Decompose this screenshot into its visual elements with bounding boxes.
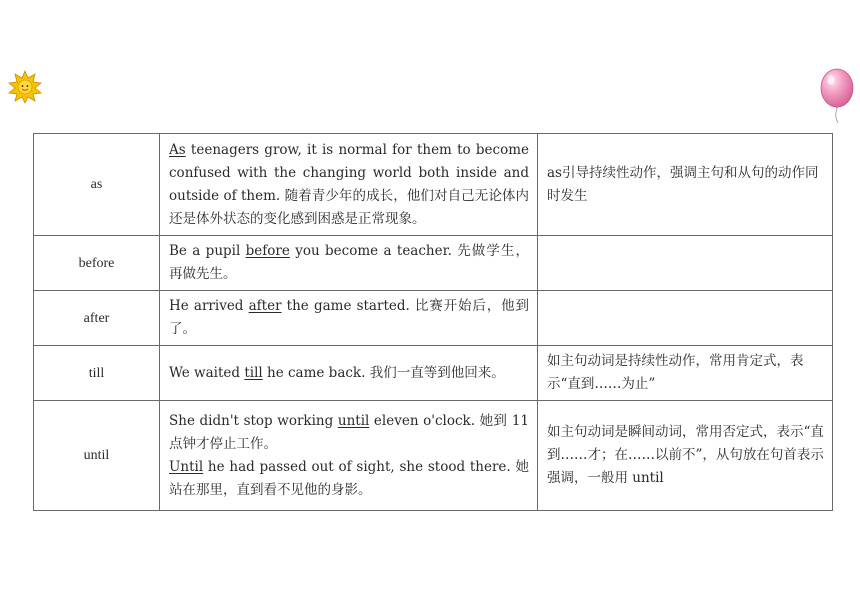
usage-note-cell: 如主句动词是瞬间动词，常用否定式，表示“直到……才；在……以前不”，从句放在句首表示强调，一般用 until [538, 401, 833, 511]
conjunction-cell: before [34, 236, 160, 291]
underlined-keyword: As [169, 141, 186, 158]
conjunction-cell: until [34, 401, 160, 511]
example-text: We waited [169, 364, 245, 381]
example-text: Be a pupil [169, 243, 246, 259]
usage-note-cell: 如主句动词是持续性动作，常用肯定式，表示“直到……为止” [538, 346, 833, 401]
underlined-keyword: before [245, 243, 290, 259]
conjunction-cell: after [34, 291, 160, 346]
conjunction-cell: as [34, 134, 160, 236]
conjunction-cell: till [34, 346, 160, 401]
example-cell [160, 134, 538, 236]
table-row [34, 134, 833, 236]
example-text: teenagers grow, it is normal for them to become confused with the changing world both inside and outside of them. 随着青少年的成长，他们对自己无论体内还是体外状态的变化感到困惑是正常现象。 [169, 141, 529, 227]
underlined-keyword: after [248, 298, 282, 314]
example-text: eleven o'clock. 她到 11 点钟才停止工作。 [169, 412, 530, 452]
sun-flower-icon [8, 70, 42, 104]
underlined-keyword: until [337, 412, 370, 429]
pink-balloon-icon [818, 68, 856, 124]
example-cell [160, 401, 538, 511]
table-row [34, 291, 833, 346]
underlined-keyword: till [244, 364, 263, 381]
table-row [34, 236, 833, 291]
example-text: you become a teacher. 先做学生，再做先生。 [169, 243, 529, 282]
example-text: She didn't stop working [169, 412, 338, 429]
example-cell [160, 346, 538, 401]
underlined-keyword: Until [169, 458, 204, 475]
usage-note-cell [538, 291, 833, 346]
usage-note-cell: as引导持续性动作，强调主句和从句的动作同时发生 [538, 134, 833, 236]
example-cell [160, 236, 538, 291]
usage-note-cell [538, 236, 833, 291]
conjunction-usage-table [33, 133, 833, 511]
table-row [34, 401, 833, 511]
example-text: the game started. 比赛开始后，他到了。 [169, 298, 529, 337]
example-text: he came back. 我们一直等到他回来。 [262, 364, 505, 381]
table-row [34, 346, 833, 401]
example-cell [160, 291, 538, 346]
example-text: He arrived [169, 298, 249, 314]
example-text: he had passed out of sight, she stood there. 她站在那里，直到看不见他的身影。 [169, 458, 529, 498]
